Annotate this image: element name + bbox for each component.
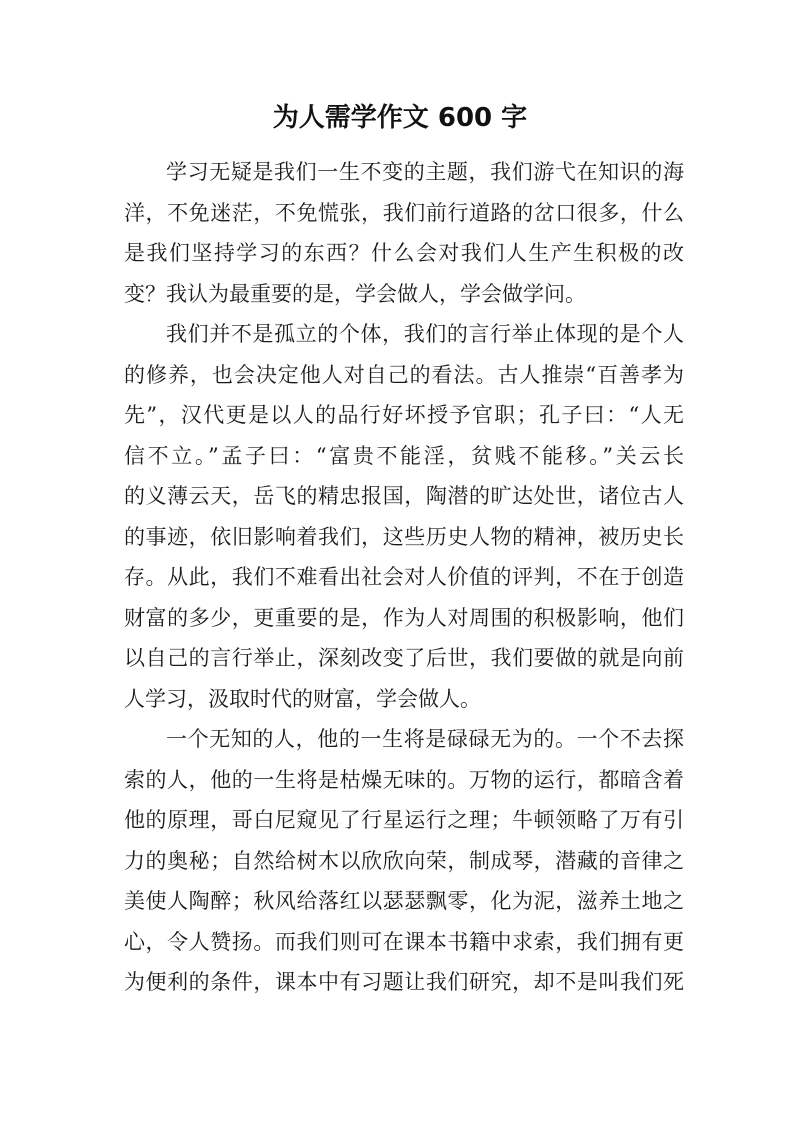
document-body	[124, 152, 684, 1003]
paragraph-2-line-7: 存。从此，我们不难看出社会对人价值的评判，不在于创造	[124, 565, 684, 589]
paragraph-2-line-5: 的义薄云天，岳飞的精忠报国，陶潜的旷达处世，诸位古人	[124, 484, 684, 508]
paragraph-3-line-7: 为便利的条件，课本中有习题让我们研究，却不是叫我们死	[124, 970, 684, 994]
paragraph-2-line-10: 人学习，汲取时代的财富，学会做人。	[124, 686, 481, 711]
paragraph-3-line-2: 索的人，他的一生将是枯燥无味的。万物的运行，都暗含着	[124, 767, 684, 792]
paragraph-3-line-3: 他的原理，哥白尼窥见了行星运行之理；牛顿领略了万有引	[124, 808, 684, 832]
paragraph-2-line-8: 财富的多少，更重要的是，作为人对周围的积极影响，他们	[124, 605, 684, 630]
paragraph-2-line-1: 我们并不是孤立的个体，我们的言行举止体现的是个人	[166, 322, 684, 346]
paragraph-2-line-9: 以自己的言行举止，深刻改变了后世，我们要做的就是向前	[124, 646, 684, 670]
paragraph-3-line-6: 心，令人赞扬。而我们则可在课本书籍中求索，我们拥有更	[124, 929, 684, 954]
paragraph-3-line-4: 力的奥秘；自然给树木以欣欣向荣，制成琴，潜藏的音律之	[124, 848, 684, 873]
paragraph-1-line-2: 洋，不免迷茫，不免慌张，我们前行道路的岔口很多，什么	[124, 200, 684, 225]
paragraph-3-line-1: 一个无知的人，他的一生将是碌碌无为的。一个不去探	[166, 727, 684, 751]
paragraph-2-line-4: 信不立。”孟子曰：“富贵不能淫，贫贱不能移。”关云长	[124, 443, 684, 468]
paragraph-2-line-2: 的修养，也会决定他人对自己的看法。古人推崇“百善孝为	[124, 362, 684, 387]
paragraph-1-line-4: 变？我认为最重要的是，学会做人，学会做学问。	[124, 281, 586, 306]
paragraph-2-line-3: 先”，汉代更是以人的品行好坏授予官职；孔子曰：“人无	[124, 403, 684, 427]
paragraph-1-line-3: 是我们坚持学习的东西？什么会对我们人生产生积极的改	[124, 241, 684, 265]
paragraph-3-line-5: 美使人陶醉；秋风给落红以瑟瑟飘零，化为泥，滋养土地之	[124, 889, 684, 913]
paragraph-1-line-1: 学习无疑是我们一生不变的主题，我们游弋在知识的海	[166, 160, 684, 184]
paragraph-2-line-6: 的事迹，依旧影响着我们，这些历史人物的精神，被历史长	[124, 524, 684, 549]
document-title: 为人需学作文 600 字	[272, 103, 528, 133]
